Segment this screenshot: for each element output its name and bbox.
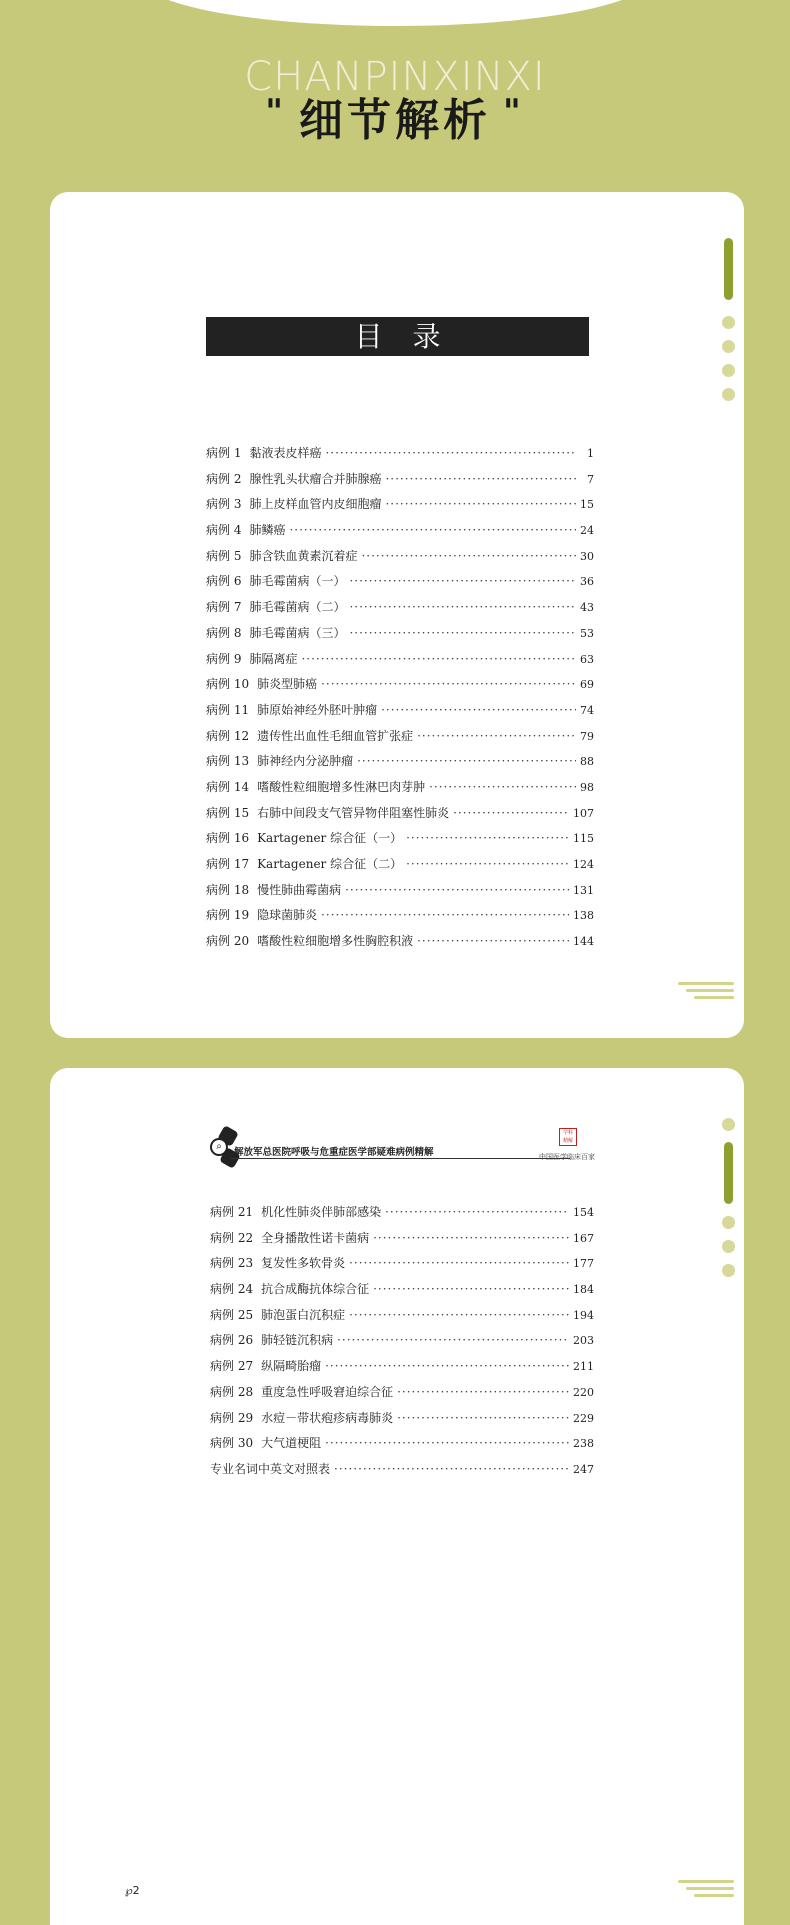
- page-dot[interactable]: [722, 340, 735, 353]
- case-title: 复发性多软骨炎: [261, 1256, 346, 1271]
- dot-leader: [345, 883, 569, 897]
- page-ref: 238: [573, 1437, 594, 1451]
- toc-list: [206, 444, 594, 958]
- dot-leader: [406, 831, 569, 845]
- page-ref: 211: [573, 1360, 594, 1374]
- dot-leader: [321, 677, 576, 691]
- toc-entry[interactable]: [210, 1357, 594, 1383]
- top-arc-decoration: [140, 0, 650, 26]
- header-english: CHANPINXINXI: [244, 54, 546, 100]
- scroll-indicator[interactable]: [724, 238, 733, 300]
- case-number: 病例 16: [206, 831, 250, 846]
- page-ref: 7: [587, 472, 594, 486]
- case-title: 遗传性出血性毛细血管扩张症: [257, 728, 414, 743]
- header-rule: [230, 1158, 570, 1159]
- toc-entry[interactable]: [206, 675, 594, 701]
- case-number: 病例 15: [206, 805, 250, 820]
- case-title: 隐球菌肺炎: [257, 908, 318, 923]
- page-ref: 194: [573, 1308, 594, 1322]
- case-title: 肺毛霉菌病（二）: [249, 600, 346, 615]
- case-title: 抗合成酶抗体综合征: [261, 1282, 370, 1297]
- toc-entry[interactable]: [206, 829, 594, 855]
- case-number: 病例 24: [210, 1282, 254, 1297]
- page-ref: 30: [580, 549, 594, 563]
- case-number: 病例 25: [210, 1307, 254, 1322]
- case-title: 肺毛霉菌病（三）: [249, 625, 346, 640]
- case-title: 嗜酸性粒细胞增多性淋巴肉芽肿: [257, 779, 426, 794]
- case-number: 病例 28: [210, 1384, 254, 1399]
- case-number: 病例 26: [210, 1333, 254, 1348]
- page-ref: 131: [573, 883, 594, 897]
- page-number-icon: ℘: [125, 1884, 133, 1897]
- dot-leader: [289, 523, 576, 537]
- dot-leader: [417, 934, 569, 948]
- toc-entry[interactable]: [206, 881, 594, 907]
- toc-entry[interactable]: [210, 1434, 594, 1460]
- page-ref: 115: [573, 832, 594, 846]
- case-title: 肺毛霉菌病（一）: [249, 574, 346, 589]
- toc-entry[interactable]: [206, 598, 594, 624]
- toc-entry[interactable]: [206, 932, 594, 958]
- toc-entry[interactable]: [210, 1409, 594, 1435]
- toc-entry[interactable]: [206, 752, 594, 778]
- page-ref: 154: [573, 1206, 594, 1219]
- dot-leader: [381, 703, 576, 717]
- book-title: 解放军总医院呼吸与危重症医学部疑难病例精解: [234, 1147, 434, 1158]
- case-number: 病例 18: [206, 882, 250, 897]
- toc-entry[interactable]: [206, 727, 594, 753]
- case-number: 病例 10: [206, 677, 250, 692]
- dot-leader: [397, 1411, 569, 1425]
- case-title: 黏液表皮样癌: [249, 446, 322, 460]
- dot-leader: [397, 1385, 569, 1399]
- toc-entry[interactable]: [210, 1306, 594, 1332]
- case-title: 肺炎型肺癌: [257, 677, 318, 692]
- toc-entry[interactable]: [206, 650, 594, 676]
- header-chinese: 细节解析: [299, 95, 491, 146]
- case-number: 病例 13: [206, 754, 250, 769]
- toc-entry[interactable]: [206, 855, 594, 881]
- case-number: 病例 8: [206, 625, 242, 640]
- dot-leader: [349, 626, 576, 640]
- toc-entry[interactable]: [206, 444, 594, 470]
- toc-entry[interactable]: [206, 521, 594, 547]
- case-number: 病例 12: [206, 728, 250, 743]
- red-seal: 学科 精解: [559, 1128, 577, 1146]
- toc-entry[interactable]: [206, 804, 594, 830]
- toc-entry[interactable]: [206, 701, 594, 727]
- case-title: Kartagener 综合征（二）: [257, 857, 403, 871]
- toc-entry[interactable]: [210, 1383, 594, 1409]
- dot-leader: [325, 1436, 569, 1450]
- dot-leader: [385, 497, 576, 511]
- toc-entry[interactable]: [210, 1254, 594, 1280]
- page-ref: 69: [580, 678, 594, 692]
- dot-leader: [385, 472, 576, 486]
- page-number: [125, 1884, 140, 1897]
- dot-leader: [417, 729, 576, 743]
- page-ref: 24: [580, 524, 594, 538]
- case-number: 病例 1: [206, 446, 242, 460]
- page-ref: 53: [580, 626, 594, 640]
- dot-leader: [349, 600, 576, 614]
- toc-list: [210, 1203, 594, 1486]
- toc-card-1: [50, 192, 744, 1038]
- page-ref: 15: [580, 498, 594, 512]
- page-ref: 138: [573, 909, 594, 923]
- case-number: 病例 9: [206, 651, 242, 666]
- case-title: 腺性乳头状瘤合并肺腺癌: [249, 471, 382, 486]
- dot-leader: [349, 574, 576, 588]
- page-ref: 43: [580, 601, 594, 615]
- toc-entry[interactable]: [210, 1229, 594, 1255]
- open-quote: ": [265, 92, 287, 132]
- case-number: 病例 5: [206, 548, 242, 563]
- page-ref: 167: [573, 1231, 594, 1245]
- page-ref: 220: [573, 1385, 594, 1399]
- dot-leader: [301, 652, 576, 666]
- dot-leader: [334, 1462, 569, 1476]
- toc-entry[interactable]: [206, 624, 594, 650]
- case-number: 病例 3: [206, 497, 242, 512]
- dot-leader: [325, 446, 576, 460]
- case-title: 纵隔畸胎瘤: [261, 1359, 322, 1374]
- case-title: 肺含铁血黄素沉着症: [249, 548, 358, 563]
- toc-entry[interactable]: [206, 572, 594, 598]
- toc-card-2: [50, 1068, 744, 1925]
- page-ref: 63: [580, 652, 594, 666]
- page-ref: 74: [580, 703, 594, 717]
- case-title: 大气道梗阻: [261, 1436, 322, 1451]
- case-number: 病例 23: [210, 1256, 254, 1271]
- case-number: 病例 30: [210, 1436, 254, 1451]
- case-title: 全身播散性诺卡菌病: [261, 1230, 370, 1245]
- page-ref: 98: [580, 780, 594, 794]
- case-number: 病例 14: [206, 779, 250, 794]
- toc-entry[interactable]: [210, 1331, 594, 1357]
- page-ref: 107: [573, 806, 594, 820]
- page-dot[interactable]: [722, 1264, 735, 1277]
- page-ref: 36: [580, 575, 594, 589]
- page-dot[interactable]: [722, 388, 735, 401]
- case-number: 病例 17: [206, 857, 250, 871]
- page-ref: 247: [573, 1462, 594, 1476]
- page-ref: 1: [587, 447, 594, 460]
- case-title: 肺上皮样血管内皮细胞瘤: [249, 497, 382, 512]
- dot-leader: [361, 549, 576, 563]
- dot-leader: [321, 908, 569, 922]
- magnifier-icon: ⌕: [210, 1138, 228, 1156]
- decor-lines: [678, 982, 734, 1003]
- dot-leader: [385, 1205, 569, 1219]
- page-ref: 144: [573, 935, 594, 949]
- book-header: [210, 1128, 595, 1172]
- case-title: 肺泡蛋白沉积症: [261, 1307, 346, 1322]
- dot-leader: [373, 1231, 569, 1245]
- toc-entry[interactable]: [210, 1203, 594, 1229]
- case-number: 病例 4: [206, 523, 242, 538]
- page-ref: 229: [573, 1411, 594, 1425]
- case-title: 肺原始神经外胚叶肿瘤: [257, 702, 378, 717]
- case-number: 病例 21: [210, 1205, 254, 1219]
- toc-entry[interactable]: [206, 547, 594, 573]
- case-title: 肺轻链沉积病: [261, 1333, 334, 1348]
- publisher-label: 中国医学临床百家: [539, 1153, 595, 1161]
- page-dot[interactable]: [722, 1240, 735, 1253]
- page-ref: 79: [580, 729, 594, 743]
- case-title: 肺神经内分泌肿瘤: [257, 754, 354, 769]
- page-ref: 184: [573, 1283, 594, 1297]
- case-number: 病例 29: [210, 1410, 254, 1425]
- case-number: 病例 22: [210, 1230, 254, 1245]
- toc-entry[interactable]: [206, 495, 594, 521]
- toc-entry[interactable]: [206, 906, 594, 932]
- toc-entry[interactable]: [206, 470, 594, 496]
- dot-leader: [429, 780, 576, 794]
- case-number: 病例 20: [206, 934, 250, 949]
- case-number: 病例 7: [206, 600, 242, 615]
- decor-lines: [678, 1880, 734, 1901]
- toc-entry[interactable]: [210, 1280, 594, 1306]
- scroll-indicator[interactable]: [724, 1142, 733, 1204]
- page-number-value: 2: [132, 1884, 140, 1897]
- case-title: 慢性肺曲霉菌病: [257, 882, 342, 897]
- close-quote: ": [503, 92, 525, 132]
- page-dot[interactable]: [722, 316, 735, 329]
- dot-leader: [357, 754, 576, 768]
- dot-leader: [349, 1308, 569, 1322]
- page-dot[interactable]: [722, 1216, 735, 1229]
- toc-entry[interactable]: [210, 1460, 594, 1486]
- page-dot[interactable]: [722, 1118, 735, 1131]
- dot-leader: [453, 806, 569, 820]
- dot-leader: [349, 1256, 569, 1270]
- dot-leader: [337, 1333, 569, 1347]
- case-title: 肺隔离症: [249, 651, 298, 666]
- case-number: 病例 27: [210, 1359, 254, 1374]
- toc-title: 目录: [206, 317, 589, 356]
- dot-leader: [406, 857, 569, 871]
- page-ref: 203: [573, 1334, 594, 1348]
- page-ref: 177: [573, 1257, 594, 1271]
- toc-entry[interactable]: [206, 778, 594, 804]
- case-number: 病例 2: [206, 471, 242, 486]
- dot-leader: [373, 1282, 569, 1296]
- page-dot[interactable]: [722, 364, 735, 377]
- case-title: 右肺中间段支气管异物伴阻塞性肺炎: [257, 805, 450, 820]
- case-number: 病例 6: [206, 574, 242, 589]
- case-title: Kartagener 综合征（一）: [257, 831, 403, 846]
- case-title: 水痘－带状疱疹病毒肺炎: [261, 1410, 394, 1425]
- page-ref: 88: [580, 755, 594, 769]
- header-title: [0, 84, 790, 148]
- case-title: 肺鳞癌: [249, 523, 286, 538]
- case-title: 专业名词中英文对照表: [210, 1461, 331, 1476]
- case-title: 机化性肺炎伴肺部感染: [261, 1205, 382, 1219]
- case-title: 重度急性呼吸窘迫综合征: [261, 1384, 394, 1399]
- case-number: 病例 19: [206, 908, 250, 923]
- case-number: 病例 11: [206, 702, 250, 717]
- dot-leader: [325, 1359, 569, 1373]
- page-ref: 124: [573, 858, 594, 871]
- case-title: 嗜酸性粒细胞增多性胸腔积液: [257, 934, 414, 949]
